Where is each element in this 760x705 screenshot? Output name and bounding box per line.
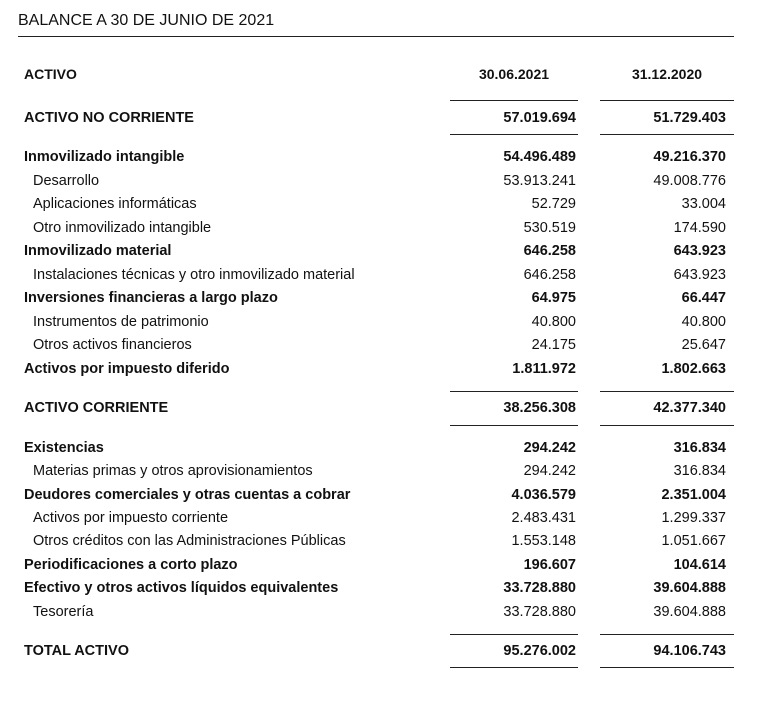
table-row — [0, 397, 760, 420]
value-2020: 643.923 — [673, 243, 726, 259]
value-2021: 57.019.694 — [503, 110, 576, 126]
document-title: BALANCE A 30 DE JUNIO DE 2021 — [18, 10, 734, 37]
value-2020: 174.590 — [673, 220, 726, 236]
value-2021: 2.483.431 — [511, 510, 576, 526]
table-row — [0, 334, 760, 357]
value-2020: 49.216.370 — [653, 149, 726, 165]
value-2020: 51.729.403 — [653, 110, 726, 126]
rule — [450, 667, 578, 668]
value-2020: 39.604.888 — [653, 604, 726, 620]
row-label: Inmovilizado intangible — [24, 149, 185, 165]
row-label: Activos por impuesto corriente — [33, 510, 229, 526]
value-2020: 1.051.667 — [661, 533, 726, 549]
row-label: Existencias — [24, 440, 104, 456]
row-label: TOTAL ACTIVO — [24, 643, 129, 659]
value-2021: 294.242 — [523, 463, 576, 479]
row-label: Periodificaciones a corto plazo — [24, 557, 238, 573]
row-label: Deudores comerciales y otras cuentas a cobrar — [24, 487, 351, 503]
value-2021: 64.975 — [531, 290, 576, 306]
table-row — [0, 240, 760, 263]
row-label: Instrumentos de patrimonio — [33, 314, 209, 330]
row-label: Activos por impuesto diferido — [24, 361, 230, 377]
row-label: Tesorería — [33, 604, 94, 620]
value-2021: 95.276.002 — [503, 643, 576, 659]
row-label: Efectivo y otros activos líquidos equivalentes — [24, 580, 339, 596]
table-row — [0, 193, 760, 216]
rule — [600, 391, 734, 392]
rule — [450, 634, 578, 635]
value-2020: 104.614 — [673, 557, 726, 573]
table-row — [0, 146, 760, 169]
header-col-2020: 31.12.2020 — [631, 66, 703, 82]
row-label: Materias primas y otros aprovisionamientos — [33, 463, 313, 479]
row-label: Otros activos financieros — [33, 337, 192, 353]
value-2021: 52.729 — [531, 196, 576, 212]
table-row — [0, 437, 760, 460]
rule — [600, 100, 734, 101]
row-label: Instalaciones técnicas y otro inmovilizado material — [33, 267, 355, 283]
value-2021: 33.728.880 — [503, 604, 576, 620]
table-row — [0, 507, 760, 530]
table-row — [0, 577, 760, 600]
value-2020: 1.299.337 — [661, 510, 726, 526]
value-2021: 40.800 — [531, 314, 576, 330]
value-2021: 4.036.579 — [511, 487, 576, 503]
header-label: ACTIVO — [24, 66, 77, 82]
value-2020: 1.802.663 — [661, 361, 726, 377]
rule — [600, 134, 734, 135]
table-row — [0, 484, 760, 507]
value-2020: 33.004 — [681, 196, 726, 212]
value-2020: 94.106.743 — [653, 643, 726, 659]
rule — [450, 425, 578, 426]
value-2020: 49.008.776 — [653, 173, 726, 189]
value-2021: 646.258 — [523, 267, 576, 283]
row-label: Otros créditos con las Administraciones Públicas — [33, 533, 346, 549]
value-2021: 1.811.972 — [512, 361, 576, 377]
value-2020: 316.834 — [673, 463, 726, 479]
value-2020: 25.647 — [681, 337, 726, 353]
header-col-2021: 30.06.2021 — [478, 66, 550, 82]
value-2021: 24.175 — [531, 337, 576, 353]
rule — [600, 425, 734, 426]
value-2021: 196.607 — [523, 557, 576, 573]
value-2021: 294.242 — [523, 440, 576, 456]
value-2021: 53.913.241 — [503, 173, 576, 189]
row-label: Inmovilizado material — [24, 243, 172, 259]
value-2021: 33.728.880 — [503, 580, 576, 596]
value-2020: 316.834 — [673, 440, 726, 456]
table-row-total — [0, 640, 760, 663]
rule — [450, 391, 578, 392]
value-2021: 646.258 — [523, 243, 576, 259]
table-row — [0, 264, 760, 287]
table-row — [0, 217, 760, 240]
rule — [450, 134, 578, 135]
table-row — [0, 601, 760, 624]
rule — [600, 667, 734, 668]
table-row — [0, 287, 760, 310]
value-2020: 66.447 — [681, 290, 726, 306]
table-row — [0, 358, 760, 381]
value-2021: 54.496.489 — [503, 149, 576, 165]
row-label: Otro inmovilizado intangible — [33, 220, 212, 236]
value-2020: 42.377.340 — [653, 400, 726, 416]
value-2020: 39.604.888 — [653, 580, 726, 596]
row-label: ACTIVO CORRIENTE — [24, 400, 169, 416]
rule — [600, 634, 734, 635]
table-row — [0, 311, 760, 334]
table-row — [0, 530, 760, 553]
rule — [450, 100, 578, 101]
value-2020: 40.800 — [681, 314, 726, 330]
value-2021: 1.553.148 — [511, 533, 576, 549]
value-2021: 530.519 — [523, 220, 576, 236]
row-label: Aplicaciones informáticas — [33, 196, 197, 212]
value-2020: 643.923 — [673, 267, 726, 283]
table-row — [0, 460, 760, 483]
table-row — [0, 170, 760, 193]
table-row — [0, 107, 760, 130]
value-2020: 2.351.004 — [661, 487, 726, 503]
row-label: Desarrollo — [33, 173, 100, 189]
table-row — [0, 554, 760, 577]
row-label: ACTIVO NO CORRIENTE — [24, 110, 194, 126]
value-2021: 38.256.308 — [503, 400, 576, 416]
row-label: Inversiones financieras a largo plazo — [24, 290, 278, 306]
